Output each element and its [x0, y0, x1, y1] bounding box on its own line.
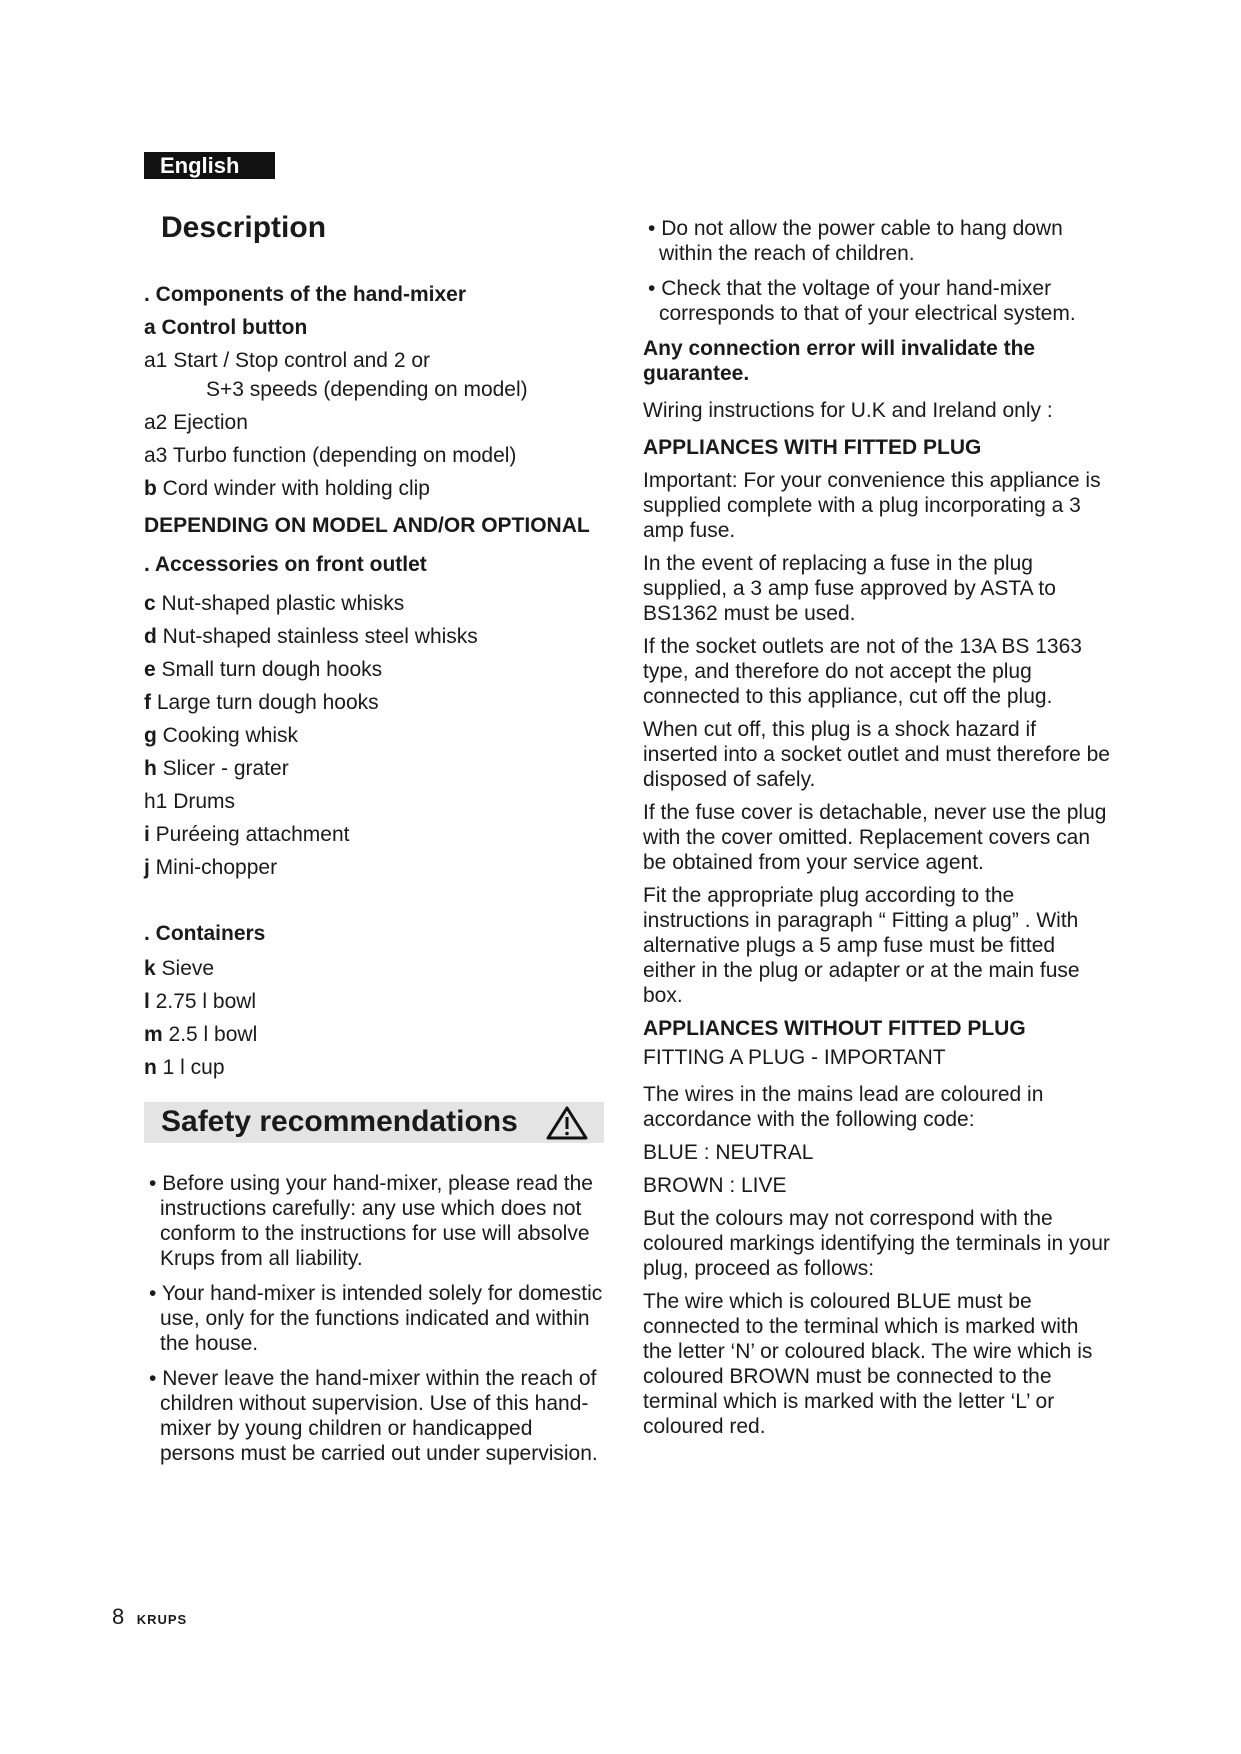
right-column	[643, 216, 1113, 1447]
list-item	[144, 822, 604, 847]
item-letter: f	[144, 691, 151, 714]
fitted-plug-heading: APPLIANCES WITH FITTED PLUG	[643, 436, 982, 459]
list-item	[144, 690, 604, 715]
item-text: h1 Drums	[144, 790, 236, 813]
list-item	[144, 1022, 604, 1047]
fitted-paragraph: In the event of replacing a fuse in the plug supplied, a 3 amp fuse approved by ASTA to BS1362 must be used.	[643, 552, 1056, 625]
item-letter: l	[144, 990, 150, 1013]
item-letter: k	[144, 957, 156, 980]
item-text: Puréeing attachment	[149, 823, 350, 846]
list-item	[144, 855, 604, 880]
safety-bullet: • Before using your hand-mixer, please read the instructions carefully: any use which does not conform to the instructions for use will absolve Krups from all liability.	[149, 1172, 593, 1270]
item-letter: e	[144, 658, 156, 681]
components-heading: . Components of the hand-mixer	[144, 283, 467, 306]
fitted-paragraph: When cut off, this plug is a shock hazard if inserted into a socket outlet and must therefore be disposed of safely.	[643, 718, 1110, 791]
accessories-heading: . Accessories on front outlet	[144, 553, 427, 576]
fitted-paragraph: Fit the appropriate plug according to the instructions in paragraph “ Fitting a plug” . With alternative plugs a 5 amp fuse must be fitted either in the plug or adapter or at the main fuse box.	[643, 884, 1080, 1007]
without-plug-heading: APPLIANCES WITHOUT FITTED PLUG	[643, 1017, 1026, 1040]
depending-heading: DEPENDING ON MODEL AND/OR OPTIONAL	[144, 514, 590, 537]
list-item	[144, 956, 604, 981]
wiring-instructions: Wiring instructions for U.K and Ireland only :	[643, 399, 1053, 422]
brand-logo: KRUPS	[136, 1612, 188, 1627]
safety-header	[144, 1102, 604, 1143]
bullet-text: Your hand-mixer is intended solely for domestic use, only for the functions indicated and within the house.	[160, 1282, 603, 1355]
item-text: Slicer - grater	[156, 757, 289, 780]
fitted-paragraph: If the socket outlets are not of the 13A BS 1363 type, and therefore do not accept the plug connected to this appliance, cut off the plug.	[643, 635, 1082, 708]
containers-heading: . Containers	[144, 922, 266, 945]
item-letter: n	[144, 1056, 157, 1079]
item-text: Large turn dough hooks	[151, 691, 379, 714]
item-b	[144, 476, 604, 501]
item-text: Nut-shaped plastic whisks	[155, 592, 405, 615]
bullet-text: Do not allow the power cable to hang down within the reach of children.	[659, 217, 1063, 265]
list-item	[144, 657, 604, 682]
right-bullet: • Check that the voltage of your hand-mixer corresponds to that of your electrical system.	[648, 277, 1076, 325]
item-a3: a3 Turbo function (depending on model)	[144, 444, 517, 467]
control-button-heading: a Control button	[144, 316, 308, 339]
bullet-text: Never leave the hand-mixer within the reach of children without supervision. Use of this hand-mixer by young children or handicapped persons must be carried out under supervision.	[160, 1367, 598, 1465]
right-bullet: • Do not allow the power cable to hang down within the reach of children.	[648, 217, 1063, 265]
item-letter: m	[144, 1023, 163, 1046]
item-text: 1 l cup	[156, 1056, 225, 1079]
accessories-list	[144, 591, 604, 880]
item-a1-line1: a1 Start / Stop control and 2 or	[144, 349, 431, 372]
list-item	[144, 756, 604, 781]
fitting-important: FITTING A PLUG - IMPORTANT	[643, 1046, 946, 1069]
safety-bullet: • Never leave the hand-mixer within the reach of children without supervision. Use of this hand-mixer by young children or handicapped persons must be carried out under supervision.	[149, 1367, 598, 1465]
item-text: 2.75 l bowl	[149, 990, 257, 1013]
list-item	[144, 989, 604, 1014]
item-letter: j	[144, 856, 150, 879]
item-text: Sieve	[155, 957, 215, 980]
list-item	[144, 624, 604, 649]
page-number: 8	[112, 1604, 125, 1629]
page-footer	[112, 1604, 187, 1630]
item-letter: c	[144, 592, 156, 615]
connection-error-warning: Any connection error will invalidate the guarantee.	[643, 337, 1036, 385]
brown-live: BROWN : LIVE	[643, 1174, 787, 1197]
description-title: Description	[161, 211, 327, 244]
fitted-paragraph: Important: For your convenience this appliance is supplied complete with a plug incorporating a 3 amp fuse.	[643, 469, 1101, 542]
safety-title: Safety recommendations	[161, 1105, 518, 1138]
language-tag: English	[144, 152, 275, 179]
item-a1-line2: S+3 speeds (depending on model)	[206, 378, 528, 401]
list-item	[144, 591, 604, 616]
item-letter: h	[144, 757, 157, 780]
left-column	[144, 210, 604, 1476]
warning-triangle-icon	[546, 1106, 588, 1140]
item-text: Small turn dough hooks	[155, 658, 383, 681]
list-item	[144, 1055, 604, 1080]
list-item	[144, 723, 604, 748]
wire-paragraph: The wire which is coloured BLUE must be connected to the terminal which is marked with the letter ‘N’ or coloured black. The wire which is coloured BROWN must be connected to the terminal which is marked with the letter ‘L’ or coloured red.	[643, 1290, 1093, 1438]
item-text: Nut-shaped stainless steel whisks	[156, 625, 478, 648]
item-letter: i	[144, 823, 150, 846]
item-text: Cooking whisk	[156, 724, 299, 747]
item-letter: d	[144, 625, 157, 648]
safety-bullet: • Your hand-mixer is intended solely for domestic use, only for the functions indicated and within the house.	[149, 1282, 603, 1355]
item-text: Cord winder with holding clip	[156, 477, 430, 500]
item-letter: b	[144, 477, 157, 500]
item-text: 2.5 l bowl	[162, 1023, 258, 1046]
wires-paragraph: The wires in the mains lead are coloured in accordance with the following code:	[643, 1083, 1044, 1131]
bullet-text: Check that the voltage of your hand-mixer corresponds to that of your electrical system.	[659, 277, 1076, 325]
item-a2: a2 Ejection	[144, 411, 248, 434]
fitted-paragraph: If the fuse cover is detachable, never use the plug with the cover omitted. Replacement covers can be obtained from your service agent.	[643, 801, 1107, 874]
blue-neutral: BLUE : NEUTRAL	[643, 1141, 814, 1164]
containers-list	[144, 956, 604, 1080]
item-letter: g	[144, 724, 157, 747]
list-item	[144, 789, 604, 814]
item-text: Mini-chopper	[149, 856, 278, 879]
colours-paragraph: But the colours may not correspond with the coloured markings identifying the terminals in your plug, proceed as follows:	[643, 1207, 1110, 1280]
bullet-text: Before using your hand-mixer, please read the instructions carefully: any use which does not conform to the instructions for use will absolve Krups from all liability.	[160, 1172, 593, 1270]
